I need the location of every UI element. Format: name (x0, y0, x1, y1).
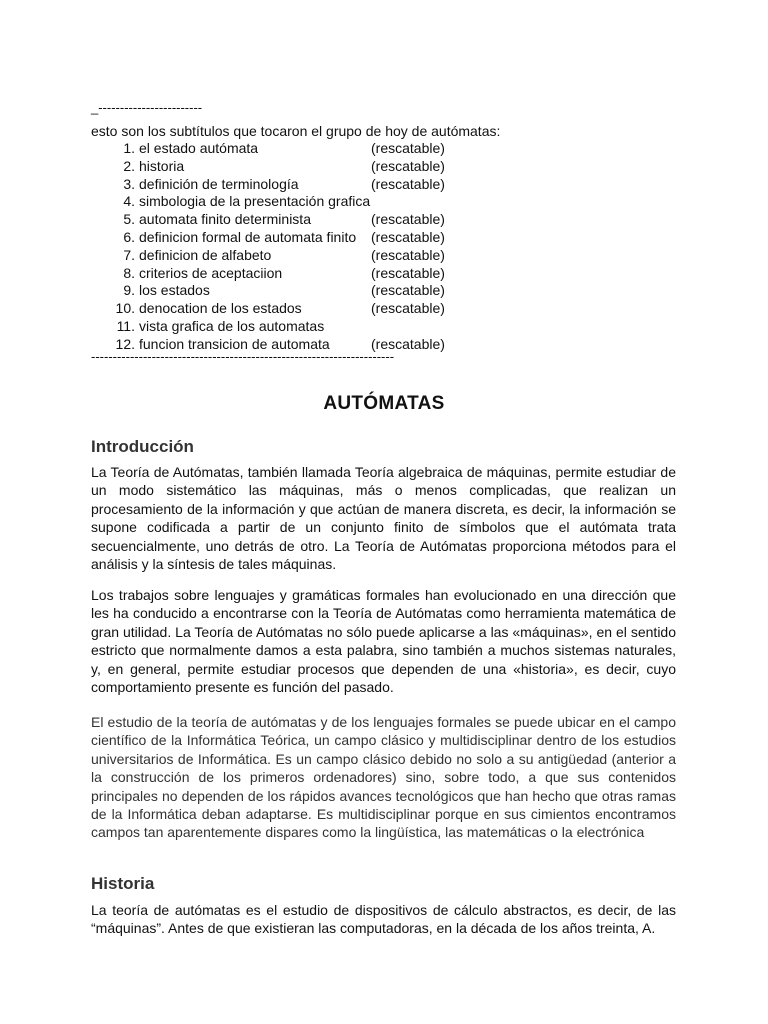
intro-paragraph-1: La Teoría de Autómatas, también llamada Teoría algebraica de máquinas, permite estudiar de un modo sistemático las máquinas, más o menos complicadas, que realizan un procesamiento de la información y que actúan de manera discreta, es decir, la información se supone codificada a partir de un conjunto finito de símbolos que el autómata trata secuencialmente, uno detrás de otro. La Teoría de Autómatas proporciona métodos para el análisis y la síntesis de tales máquinas. (91, 464, 676, 573)
item-number: 9. (123, 282, 135, 299)
item-tag: (rescatable) (371, 264, 445, 281)
list-item (91, 229, 491, 247)
item-text: funcion transicion de automata (139, 335, 330, 352)
document-title: AUTÓMATAS (323, 393, 445, 414)
item-text: los estados (139, 282, 210, 299)
list-item (91, 282, 491, 300)
item-text: el estado autómata (139, 140, 259, 156)
item-text: automata finito determinista (139, 211, 311, 228)
item-tag: (rescatable) (371, 211, 445, 228)
list-item (91, 318, 491, 336)
item-number: 8. (123, 264, 135, 281)
item-text: criterios de aceptaciion (139, 264, 283, 281)
list-item (91, 300, 491, 318)
list-item (91, 265, 491, 283)
item-tag: (rescatable) (371, 228, 445, 245)
item-text: historia (139, 157, 185, 174)
list-item (91, 158, 491, 176)
item-number: 12. (115, 335, 135, 352)
intro-paragraph-3: El estudio de la teoría de autómatas y de los lenguajes formales se puede ubicar en el campo científico de la Informática Teórica, un campo clásico y multidisciplinar dentro de los estudios universitarios de Informática. Es un campo clásico debido no solo a su antigüedad (anterior a la construcción de los primeros ordenadores) sino, sobre todo, a que sus contenidos principales no dependen de los rápidos avances tecnológicos que han hecho que otras ramas de la Informática deban adaptarse. Es multidisciplinar porque en sus cimientos encontramos campos tan aparentemente dispares como la lingüística, las matemáticas o la electrónica (91, 714, 676, 841)
item-text: simbologia de la presentación grafica (139, 193, 371, 210)
item-text: definición de terminología (139, 175, 299, 192)
list-item (91, 176, 491, 194)
item-tag: (rescatable) (371, 157, 445, 174)
item-text: vista grafica de los automatas (139, 317, 325, 334)
item-tag: (rescatable) (371, 140, 445, 156)
item-number: 5. (123, 211, 135, 228)
item-number: 6. (123, 228, 135, 245)
item-number: 7. (123, 246, 135, 263)
item-number: 11. (116, 317, 135, 334)
item-text: definicion formal de automata finito (139, 228, 357, 245)
item-number: 2. (123, 157, 135, 174)
item-text: definicion de alfabeto (139, 246, 272, 263)
intro-paragraph-2: Los trabajos sobre lenguajes y gramáticas formales han evolucionado en una dirección que les ha conducido a encontrarse con la Teoría de Autómatas como herramienta matemática de gran utilidad. La Teoría de Autómatas no sólo puede aplicarse a las «máquinas», en el sentido estricto que normalmente damos a esta palabra, sino también a muchos sistemas naturales, y, en general, permite estudiar procesos que dependen de una «historia», es decir, cuyo comportamiento presente es función del pasado. (91, 587, 676, 696)
item-number: 1. (123, 140, 135, 156)
item-number: 10. (115, 300, 135, 317)
subtitles-intro-text: esto son los subtítulos que tocaron el grupo de hoy de autómatas: (91, 123, 501, 139)
item-tag: (rescatable) (371, 300, 445, 317)
item-tag: (rescatable) (371, 335, 445, 352)
item-tag: (rescatable) (371, 246, 445, 263)
list-item (91, 247, 491, 265)
history-paragraph-1: La teoría de autómatas es el estudio de dispositivos de cálculo abstractos, es decir, de las “máquinas”. Antes de que existieran las computadoras, en la década de los años treinta, A. (91, 902, 676, 937)
item-tag: (rescatable) (371, 282, 445, 299)
item-number: 4. (123, 193, 135, 210)
section-heading-historia: Historia (91, 874, 155, 893)
subtitles-list (91, 140, 491, 354)
item-tag: (rescatable) (371, 175, 445, 192)
list-item (91, 140, 491, 158)
bottom-dashed-separator: ---------------------------------------------------------------------- (91, 349, 395, 364)
list-item (91, 193, 491, 211)
item-number: 3. (123, 175, 135, 192)
top-dashed-separator: _------------------------ (91, 100, 203, 115)
list-item (91, 211, 491, 229)
item-text: denocation de los estados (139, 300, 302, 317)
section-heading-introduccion: Introducción (91, 437, 194, 456)
